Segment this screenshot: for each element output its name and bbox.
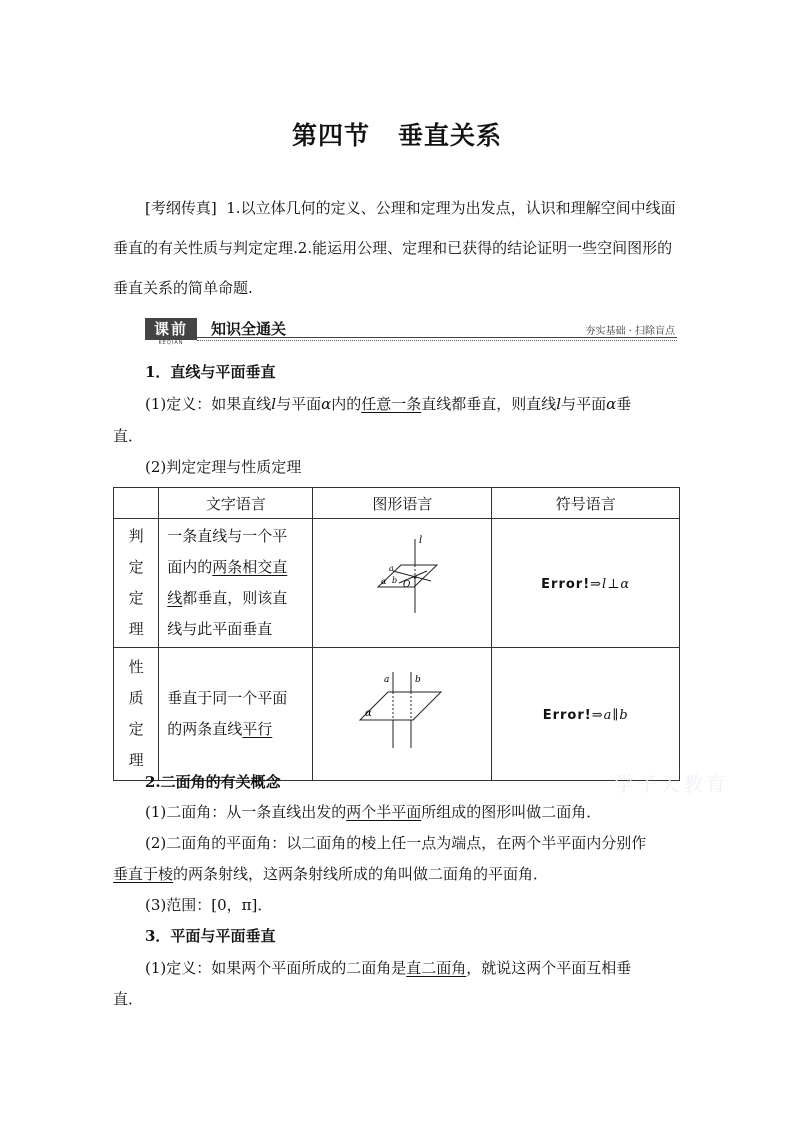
syllabus-tag: [考纲传真] — [145, 199, 217, 217]
banner-title: 知识全通关 — [211, 320, 287, 338]
banner-tag: 课前 — [145, 318, 197, 340]
row-symbol-judgment — [492, 519, 680, 648]
row-figure-property — [313, 648, 492, 781]
definition-line-1: (1)定义：如果直线l与平面α内的任意一条直线都垂直，则直线l与平面α垂 — [145, 395, 632, 413]
figure-label-b: b — [392, 576, 398, 585]
syllabus-text: 1.以立体几何的定义、公理和定理为出发点，认识和理解空间中线面垂直的有关性质与判定定理.2.能运用公理、定理和已获得的结论证明一些空间图形的垂直关系的简单命题. — [113, 199, 676, 297]
figure-label-l: l — [419, 535, 423, 546]
table-header-row — [114, 488, 680, 519]
banner-rule-dotted — [197, 340, 677, 341]
underline-perpendicular-to-edge: 垂直于棱 — [113, 865, 174, 883]
heading-line-plane-perpendicular: 1．直线与平面垂直 — [145, 363, 276, 381]
symbol-relation: ⇒a∥b — [591, 708, 629, 723]
row-label-property: 性 质 定 理 — [114, 648, 159, 781]
syllabus-paragraph — [113, 188, 681, 308]
figure-label-o: O — [403, 580, 411, 590]
underline-right-dihedral: 直二面角 — [406, 959, 467, 977]
theorem-table — [113, 487, 680, 781]
figure-label-alpha: α — [365, 708, 373, 719]
page-title — [0, 116, 794, 152]
row-symbol-property — [492, 648, 680, 781]
range-line: (3)范围：[0，π]． — [145, 896, 273, 914]
underline-any-line: 任意一条 — [361, 395, 422, 413]
row-figure-judgment — [313, 519, 492, 648]
theorem-subheading: (2)判定定理与性质定理 — [145, 458, 302, 476]
table-header: 文字语言 — [159, 488, 313, 519]
row-label-judgment: 判 定 定 理 — [114, 519, 159, 648]
figure-label-b: b — [415, 675, 422, 685]
title-topic: 垂直关系 — [398, 121, 503, 150]
definition-line-2: 直． — [113, 427, 144, 445]
dihedral-definition-line: (1)二面角：从一条直线出发的两个半平面所组成的图形叫做二面角． — [145, 803, 602, 821]
section-banner — [145, 318, 677, 346]
table-header: 图形语言 — [313, 488, 492, 519]
symbol-error: Error! — [542, 708, 592, 723]
symbol-error: Error! — [541, 577, 591, 592]
figure-label-a: a — [384, 675, 390, 685]
line-plane-perpendicular-figure — [313, 519, 491, 643]
symbol-relation: ⇒l⊥α — [590, 577, 631, 592]
table-row — [114, 519, 680, 648]
figure-label-alpha: α — [381, 577, 387, 586]
row-text-judgment: 一条直线与一个平 面内的两条相交直 线都垂直，则该直 线与此平面垂直 — [159, 519, 313, 648]
banner-subtag: KEQIAN — [158, 340, 184, 346]
figure-label-a: a — [389, 564, 395, 573]
banner-motto: 夯实基础 · 扫除盲点 — [585, 326, 675, 337]
table-header-empty — [114, 488, 159, 519]
plane-definition-line-1: (1)定义：如果两个平面所成的二面角是直二面角，就说这两个平面互相垂 — [145, 959, 632, 977]
plane-angle-line-2: 垂直于棱的两条射线，这两条射线所成的角叫做二面角的平面角． — [113, 865, 549, 883]
table-header: 符号语言 — [492, 488, 680, 519]
heading-plane-plane-perpendicular: 3．平面与平面垂直 — [145, 927, 276, 945]
row-text-property: 垂直于同一个平面 的两条直线平行 — [159, 648, 313, 781]
parallel-perpendicular-figure — [313, 648, 491, 776]
watermark: 学子天教育 — [614, 772, 729, 796]
underline-two-half-planes: 两个半平面 — [346, 803, 422, 821]
plane-angle-line-1: (2)二面角的平面角：以二面角的棱上任一点为端点，在两个半平面内分别作 — [145, 834, 647, 852]
plane-definition-line-2: 直． — [113, 990, 144, 1008]
table-row — [114, 648, 680, 781]
heading-dihedral-angle: 2.二面角的有关概念 — [145, 773, 281, 791]
title-section-number: 第四节 — [291, 121, 370, 150]
